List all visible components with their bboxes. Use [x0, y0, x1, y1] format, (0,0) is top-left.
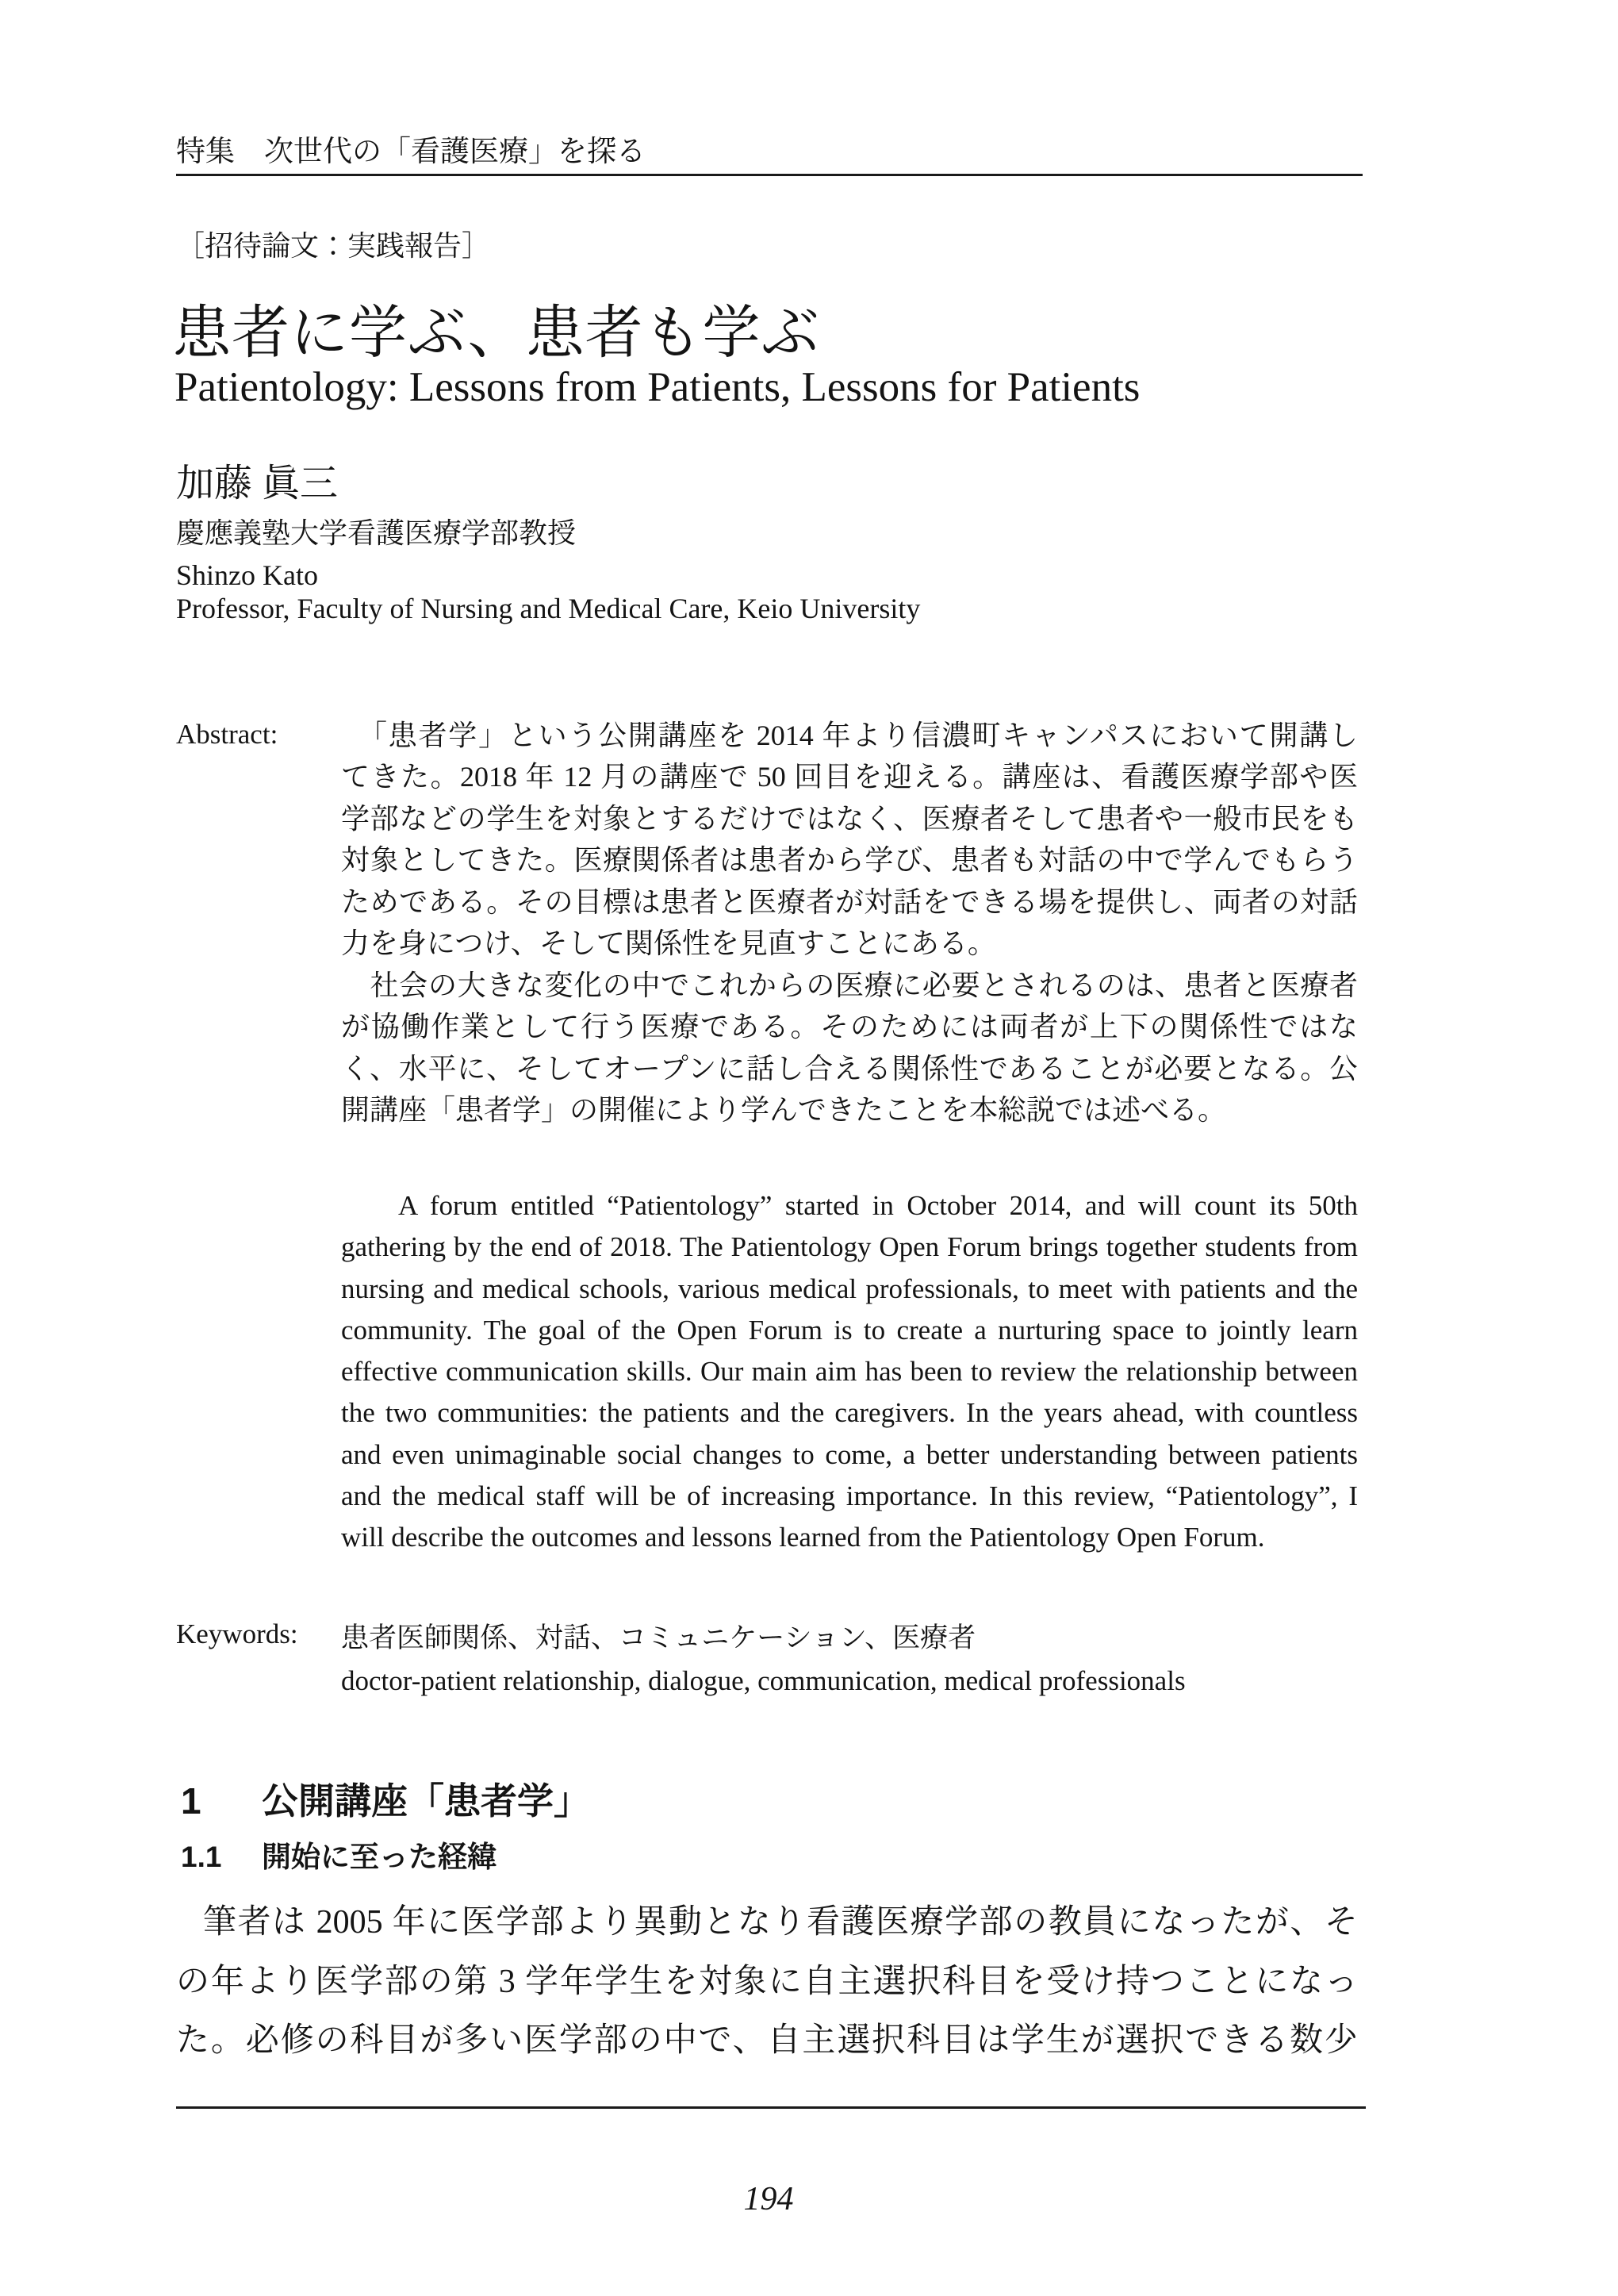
- section-heading-1: [176, 1772, 590, 1825]
- author-name-ja: 加藤 眞三: [176, 463, 339, 505]
- author-affiliation-en: Professor, Faculty of Nursing and Medical Care, Keio University: [176, 593, 921, 624]
- text-line: 力を身につけ、そして関係性を見直すことにある。: [341, 927, 996, 960]
- text-line: the two communities: the patients and the caregivers. In the years ahead, with countless: [341, 1397, 1358, 1429]
- text-line: doctor-patient relationship, dialogue, communication, medical professionals: [341, 1664, 1186, 1696]
- article-title-ja: 患者に学ぶ、患者も学ぶ: [173, 301, 820, 365]
- text-line: 患者医師関係、対話、コミュニケーション、医療者: [341, 1622, 976, 1653]
- text-line: ためである。その目標は患者と医療者が対話をできる場を提供し、両者の対話: [341, 885, 1358, 918]
- article-type-tag: ［招待論文：実践報告］: [176, 230, 491, 262]
- text-line: and the medical staff will be of increasing importance. In this review, “Patientology”, I: [341, 1480, 1358, 1512]
- text-line: 「患者学」という公開講座を 2014 年より信濃町キャンパスにおいて開講し: [358, 720, 1358, 751]
- text-line: 学部などの学生を対象とするだけではなく、医療者そして患者や一般市民をも: [341, 802, 1358, 835]
- text-line: will describe the outcomes and lessons learned from the Patientology Open Forum.: [341, 1522, 1265, 1553]
- header-rule: [176, 174, 1363, 176]
- author-affiliation-ja: 慶應義塾大学看護医療学部教授: [176, 517, 577, 549]
- author-name-en: Shinzo Kato: [176, 559, 318, 591]
- abstract-english: [341, 1185, 1358, 1559]
- text-line: が協働作業として行う医療である。そのためには両者が上下の関係性ではな: [341, 1011, 1358, 1043]
- article-title-en: Patientology: Lessons from Patients, Lessons for Patients: [174, 364, 1141, 410]
- text-line: gathering by the end of 2018. The Patientology Open Forum brings together students from: [341, 1231, 1358, 1263]
- text-line: effective communication skills. Our main aim has been to review the relationship between: [341, 1356, 1358, 1388]
- text-line: community. The goal of the Open Forum is to create a nurturing space to jointly learn: [341, 1314, 1358, 1346]
- abstract-label: Abstract:: [176, 719, 278, 750]
- text-line: 筆者は 2005 年に医学部より異動となり看護医療学部の教員になったが、そ: [203, 1904, 1358, 1941]
- text-line: nursing and medical schools, various medical professionals, to meet with patients and the: [341, 1273, 1358, 1304]
- abstract-japanese: [341, 715, 1358, 1131]
- section-title: 公開講座「患者学」: [262, 1780, 590, 1822]
- keywords-label: Keywords:: [176, 1618, 298, 1649]
- body-paragraph: [176, 1893, 1358, 2071]
- header-runner: 特集 次世代の「看護医療」を探る: [176, 136, 646, 168]
- text-line: の年より医学部の第 3 学年学生を対象に自主選択科目を受け持つことになっ: [176, 1963, 1358, 2000]
- text-line: 対象としてきた。医療関係者は患者から学び、患者も対話の中で学んでもらう: [341, 844, 1358, 877]
- text-line: 開講座「患者学」の開催により学んできたことを本総説では述べる。: [341, 1094, 1227, 1127]
- section-heading-1-1: [176, 1833, 497, 1876]
- text-line: てきた。2018 年 12 月の講座で 50 回目を迎える。講座は、看護医療学部や医: [341, 761, 1358, 793]
- page-number: 194: [743, 2181, 794, 2217]
- footer-rule: [176, 2106, 1366, 2109]
- text-line: A forum entitled “Patientology” started in October 2014, and will count its 50th: [398, 1190, 1358, 1221]
- text-line: and even unimaginable social changes to come, a better understanding between patients: [341, 1438, 1358, 1470]
- text-line: た。必修の科目が多い医学部の中で、自主選択科目は学生が選択できる数少: [176, 2022, 1358, 2060]
- text-line: く、水平に、そしてオープンに話し合える関係性であることが必要となる。公: [341, 1052, 1358, 1085]
- section-number: 1: [181, 1780, 201, 1822]
- subsection-title: 開始に至った経緯: [262, 1841, 497, 1873]
- subsection-number: 1.1: [181, 1841, 222, 1873]
- text-line: 社会の大きな変化の中でこれからの医療に必要とされるのは、患者と医療者: [341, 969, 1358, 1001]
- keywords-values: [341, 1617, 1366, 1702]
